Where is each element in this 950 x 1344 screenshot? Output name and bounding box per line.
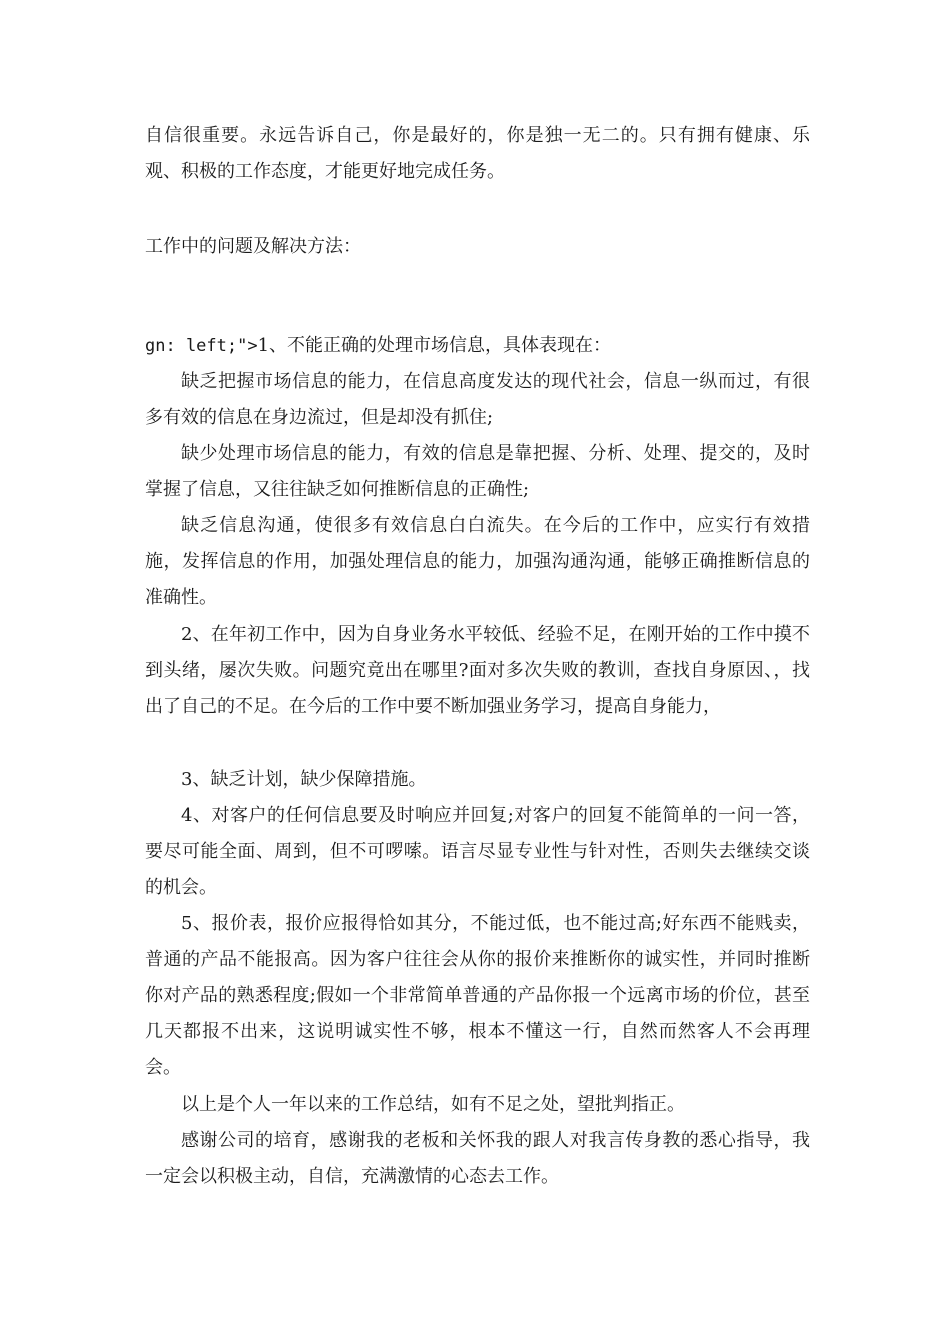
item1-point2: 缺少处理市场信息的能力，有效的信息是靠把握、分析、处理、提交的，及时掌握了信息，又往往缺乏如何推断信息的正确性; [145, 443, 810, 500]
closing-paragraph-2: 感谢公司的培育，感谢我的老板和关怀我的跟人对我言传身教的悉心指导，我一定会以积极主动，自信，充满激情的心态去工作。 [145, 1130, 810, 1187]
item5-paragraph: 5、报价表，报价应报得恰如其分，不能过低，也不能过高;好东西不能贱卖，普通的产品不能报高。因为客户往往会从你的报价来推断你的诚实性，并同时推断你对产品的熟悉程度;假如一个非常简单普通的产品你报一个远离市场的价位，甚至几天都报不出来，这说明诚实性不够，根本不懂这一行，自然而然客人不会再理会。 [145, 913, 810, 1078]
item1-point3: 缺乏信息沟通，使很多有效信息白白流失。在今后的工作中，应实行有效措施，发挥信息的作用，加强处理信息的能力，加强沟通沟通，能够正确推断信息的准确性。 [145, 515, 810, 608]
closing-paragraph-1: 以上是个人一年以来的工作总结，如有不足之处，望批判指正。 [181, 1094, 685, 1115]
intro-paragraph: 自信很重要。永远告诉自己，你是最好的，你是独一无二的。只有拥有健康、乐观、积极的工作态度，才能更好地完成任务。 [145, 125, 810, 182]
item2-paragraph: 2、在年初工作中，因为自身业务水平较低、经验不足，在刚开始的工作中摸不到头绪，屡次失败。问题究竟出在哪里?面对多次失败的教训，查找自身原因、，找出了自己的不足。在今后的工作中要不断加强业务学习，提高自身能力， [145, 624, 810, 717]
item1-heading-line [145, 328, 810, 364]
stray-markup-text: gn: left;"> [145, 336, 258, 356]
item1-heading: 1、不能正确的处理市场信息，具体表现在： [257, 335, 612, 356]
item4-paragraph: 4、对客户的任何信息要及时响应并回复;对客户的回复不能简单的一问一答，要尽可能全面、周到，但不可啰嗦。语言尽显专业性与针对性，否则失去继续交谈的机会。 [145, 805, 810, 898]
item3-paragraph: 3、缺乏计划，缺少保障措施。 [181, 769, 427, 790]
item1-point1: 缺乏把握市场信息的能力，在信息高度发达的现代社会，信息一纵而过，有很多有效的信息在身边流过，但是却没有抓住; [145, 371, 810, 428]
section-heading: 工作中的问题及解决方法： [145, 236, 361, 257]
